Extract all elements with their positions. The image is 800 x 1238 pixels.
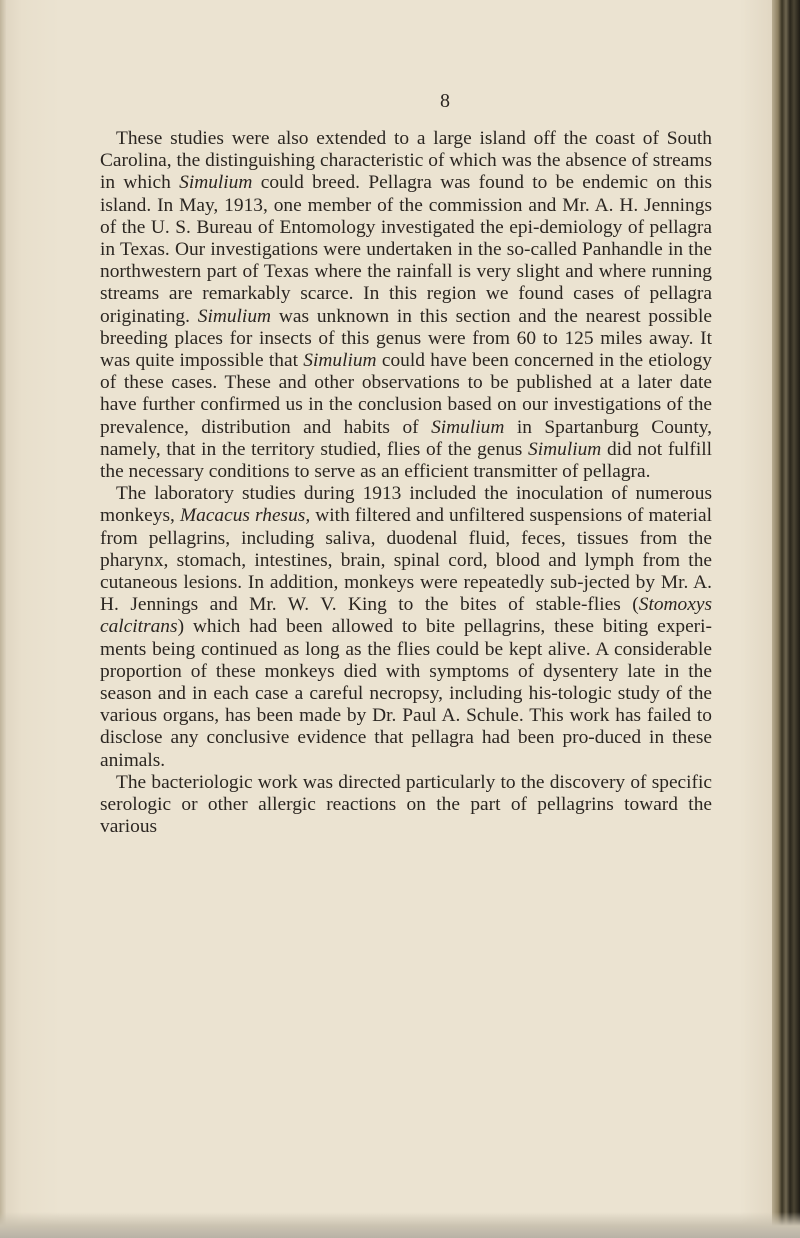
text-segment: in Spartanburg County, namely, that in the territory studied, flies of the genus	[100, 416, 712, 460]
text-segment: The laboratory studies during 1913 included the inoculation of numerous monkeys,	[100, 483, 712, 527]
body-text	[100, 128, 712, 839]
genus-name: Simulium	[179, 172, 253, 194]
text-segment: could have been concerned in the etiology of these cases. These and other observations to be published at a later date have further confirmed us in the conclusion based on our investigations of the prevalence, distribution and habits of	[100, 350, 712, 438]
text-segment: did not fulfill the necessary conditions to serve as an efficient transmitter of pellagra.	[100, 438, 713, 483]
genus-name: Simulium	[197, 305, 272, 327]
genus-name: Simulium	[303, 350, 377, 372]
page-number: 8	[440, 90, 450, 112]
text-segment: was unknown in this section and the nearest possible breeding places for insects of this genus were from 60 to 125 miles away. It was quite impossible that	[100, 305, 712, 372]
page-bottom-shadow	[0, 1212, 800, 1238]
text-segment: The bacteriologic work was directed particularly to the discovery of specific serologic or other allergic reactions on the part of pellagrins toward the various	[100, 771, 712, 838]
paragraph-laboratory	[100, 483, 712, 772]
species-name: Macacus rhesus,	[179, 505, 311, 527]
text-segment: These studies were also extended to a large island off the coast of South Carolina, the distinguishing characteristic of which was the absence of streams in which	[100, 128, 712, 194]
genus-name: Simulium	[431, 416, 505, 438]
text-segment: could breed. Pellagra was found to be endemic on this island. In May, 1913, one member of the commission and Mr. A. H. Jennings of the U. S. Bureau of Entomology investigated the epi-demiology of pellagra in Texas. Our investigations were undertaken in the so-called Panhandle in the northwestern part of Texas where the rainfall is very slight and where running streams are remarkably scarce. In this region we found cases of pellagra originating.	[100, 172, 712, 327]
genus-name: Simulium	[528, 438, 602, 460]
text-segment: ) which had been allowed to bite pellagrins, these biting experi-ments being continued as long as the flies could be kept alive. A considerable proportion of these monkeys died with symptoms of dysentery late in the season and in each case a careful necropsy, including his-tologic study of the various organs, has been made by Dr. Paul A. Schule. This work has failed to disclose any conclusive evidence that pellagra had been pro-duced in these animals.	[100, 616, 712, 771]
page-left-edge	[0, 0, 6, 1238]
paragraph-streams	[100, 128, 712, 483]
text-segment: with filtered and unfiltered suspensions of material from pellagrins, including saliva, duodenal fluid, feces, tissues from the pharynx, stomach, intestines, brain, spinal cord, blood and lymph from the cutaneous lesions. In addition, monkeys were repeatedly sub-jected by Mr. A. H. Jennings and Mr. W. V. King to the bites of stable-flies (	[100, 505, 713, 616]
paragraph-bacteriologic	[100, 772, 712, 839]
species-name: Stomoxys calcitrans	[100, 594, 712, 638]
book-binding	[772, 0, 800, 1238]
